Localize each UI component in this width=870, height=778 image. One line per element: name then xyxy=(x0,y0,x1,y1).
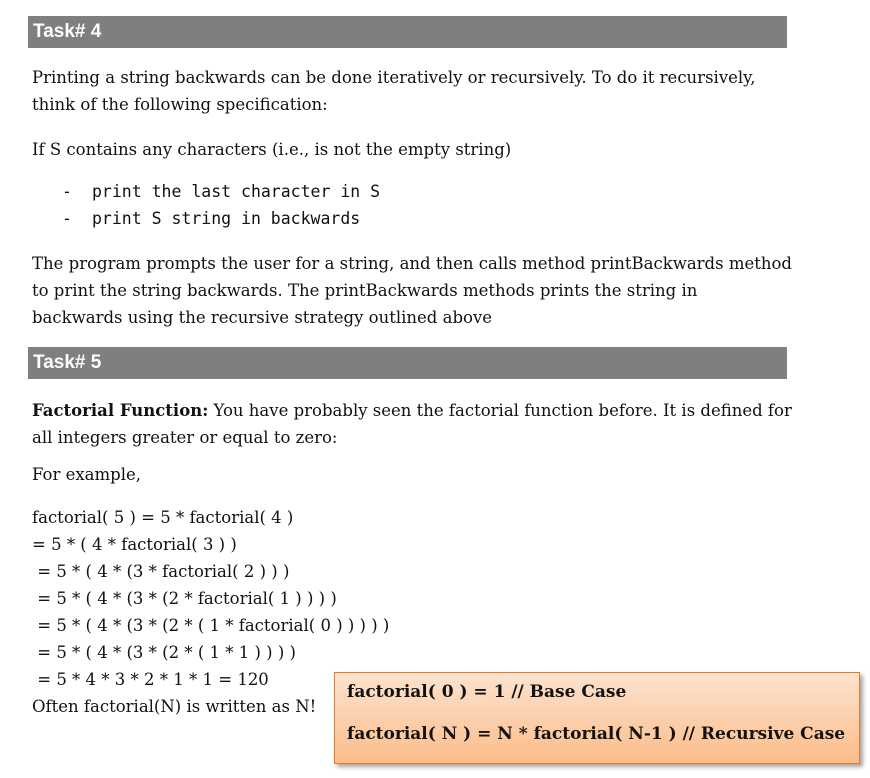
expansion-line: = 5 * 4 * 3 * 2 * 1 * 1 = 120 xyxy=(32,670,269,689)
task5-intro-bold: Factorial Function: xyxy=(32,401,209,420)
expansion-line: factorial( 5 ) = 5 * factorial( 4 ) xyxy=(32,508,294,527)
task4-intro: Printing a string backwards can be done iteratively or recursively. To do it recursively, think of the following specification: xyxy=(32,68,756,114)
expansion-line: = 5 * ( 4 * (3 * (2 * ( 1 * factorial( 0 ) ) ) ) ) xyxy=(32,616,390,635)
expansion-line: = 5 * ( 4 * factorial( 3 ) ) xyxy=(32,535,237,554)
expansion-line: = 5 * ( 4 * (3 * (2 * factorial( 1 ) ) ) ) xyxy=(32,589,337,608)
task5-example-label: For example, xyxy=(32,465,142,484)
task4-step xyxy=(62,205,360,232)
expansion-line: = 5 * ( 4 * (3 * (2 * ( 1 * 1 ) ) ) ) xyxy=(32,643,296,662)
task5-intro-rest: You have probably seen the factorial function before. It is defined for all integers greater or equal to zero: xyxy=(32,401,792,447)
task5-header: Task# 5 xyxy=(28,347,787,379)
task4-condition: If S contains any characters (i.e., is not the empty string) xyxy=(32,140,512,159)
step-text: print S string in backwards xyxy=(92,209,361,228)
expansion-line: = 5 * ( 4 * (3 * factorial( 2 ) ) ) xyxy=(32,562,290,581)
step-dash: - xyxy=(62,182,72,201)
step-dash: - xyxy=(62,209,72,228)
task5-intro xyxy=(32,397,792,451)
base-case: factorial( 0 ) = 1 // Base Case xyxy=(347,682,627,702)
task4-description: The program prompts the user for a string, and then calls method printBackwards method to print the string backwards. The printBackwards methods prints the string in backwards using the recursive strategy outlined above xyxy=(32,254,792,327)
step-text: print the last character in S xyxy=(92,182,381,201)
task4-header: Task# 4 xyxy=(28,16,787,48)
factorial-definition-callout xyxy=(334,672,860,764)
task4-step xyxy=(62,178,380,205)
task5-note: Often factorial(N) is written as N! xyxy=(32,697,317,716)
recursive-case: factorial( N ) = N * factorial( N-1 ) // Recursive Case xyxy=(347,724,846,744)
